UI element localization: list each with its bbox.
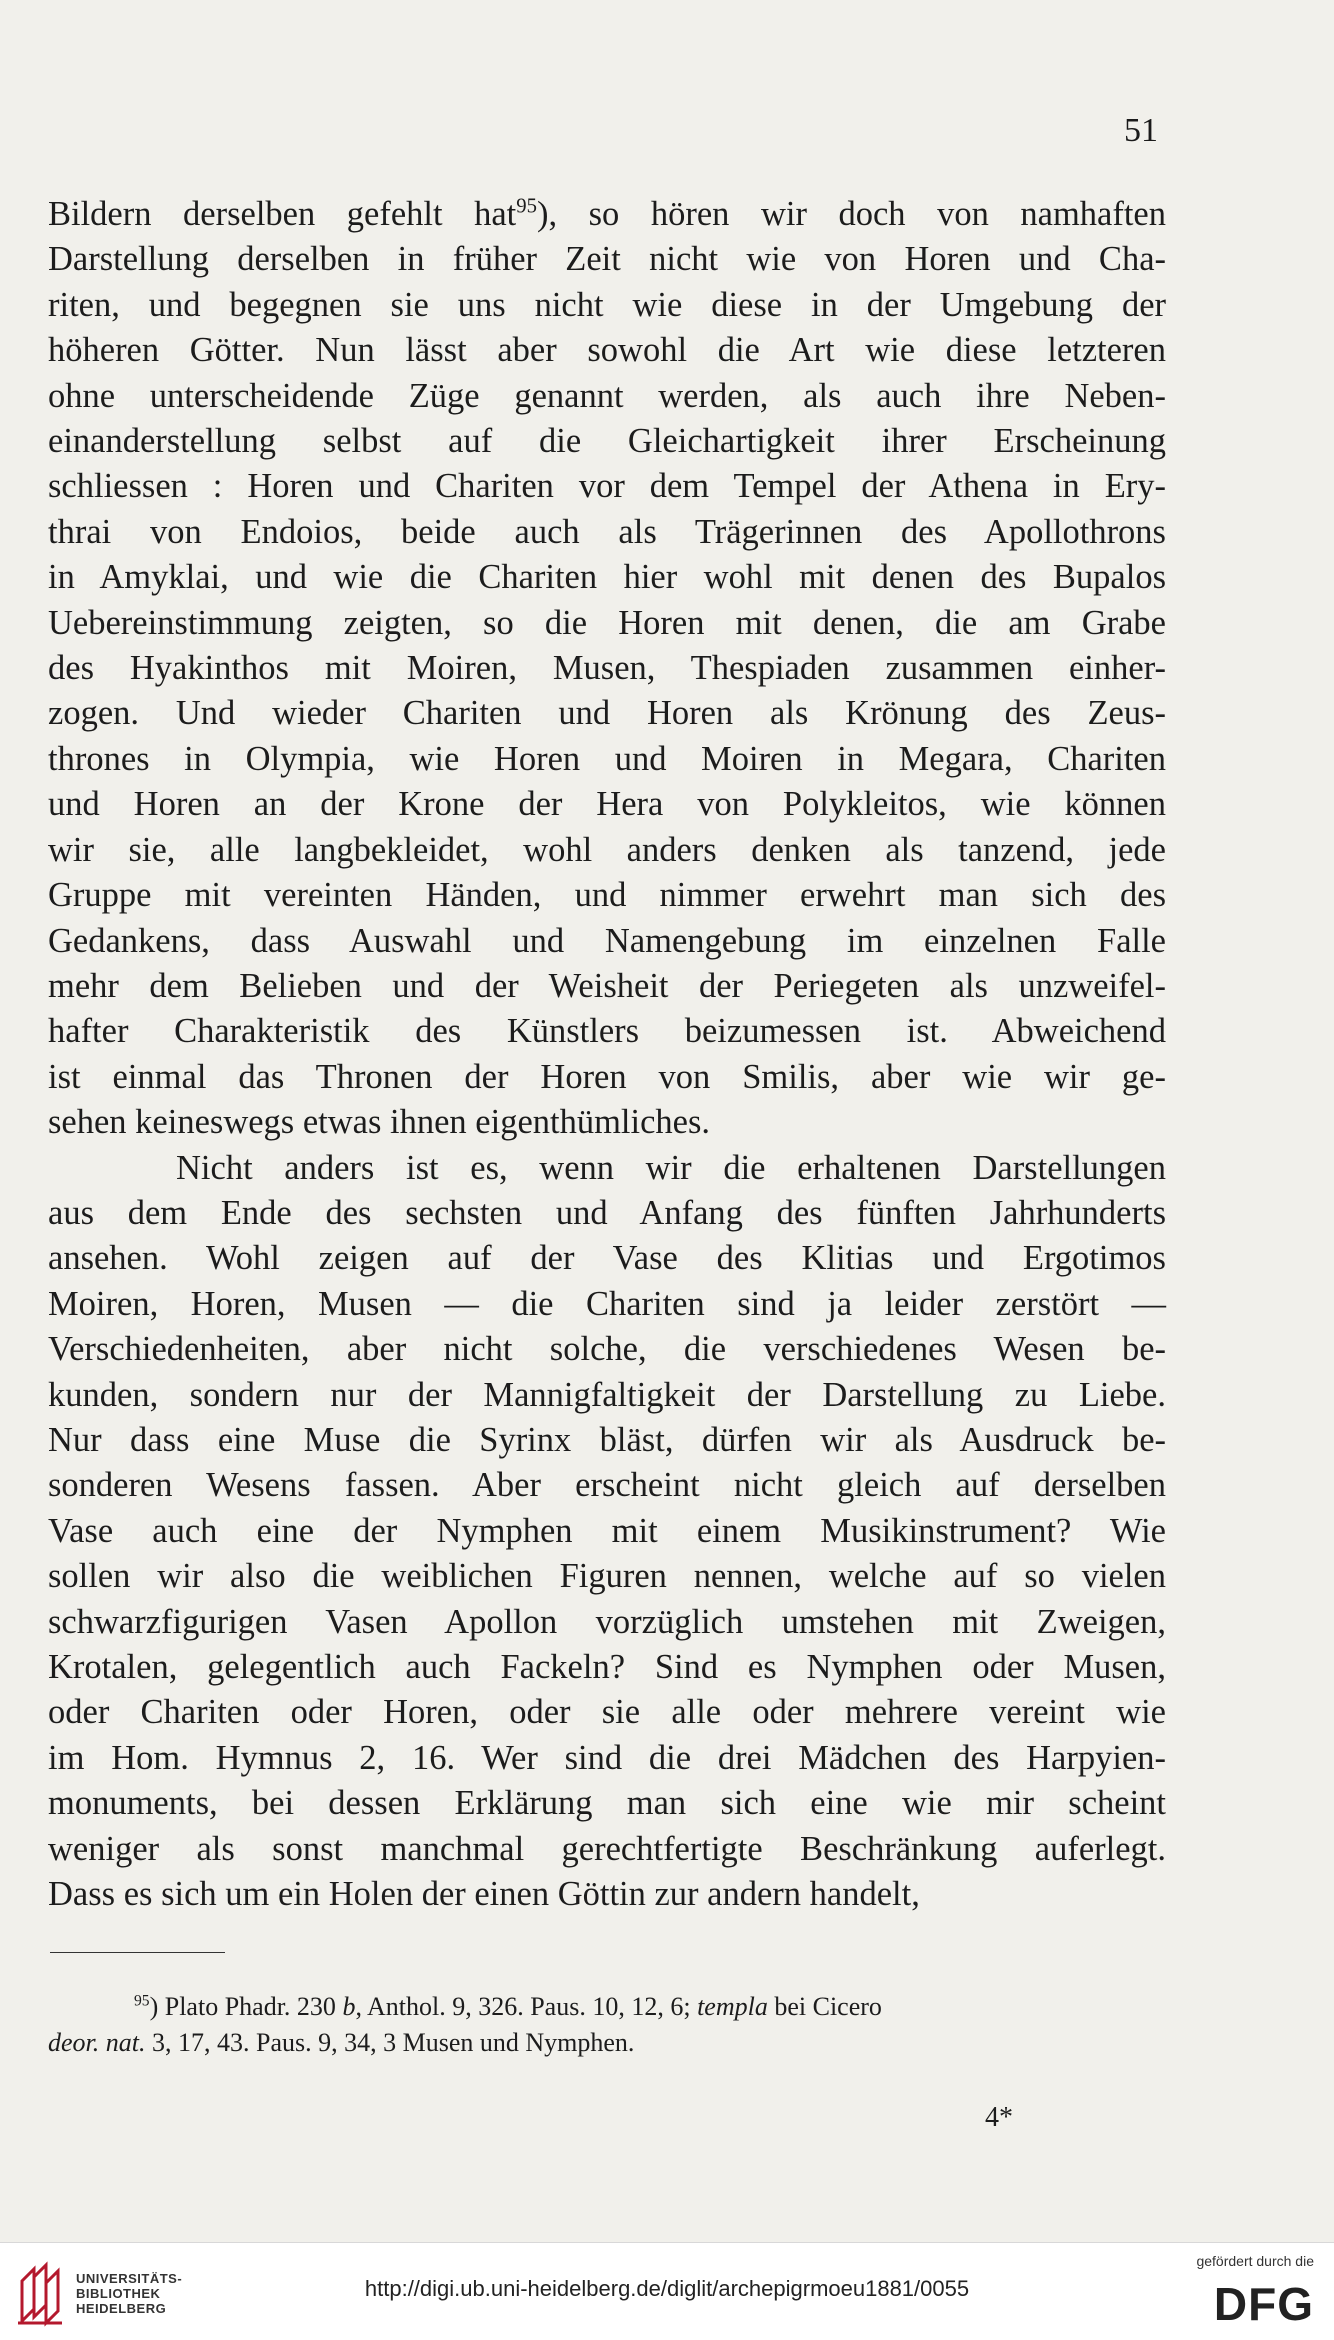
text-line: aus dem Ende des sechsten und Anfang des fünften Jahrhunderts: [48, 1193, 1166, 1232]
text-line: Nicht anders ist es, wenn wir die erhaltenen Darstellungen: [176, 1148, 1166, 1187]
text-line: Gedankens, dass Auswahl und Namengebung im einzelnen Falle: [48, 921, 1166, 960]
text-line: monuments, bei dessen Erklärung man sich eine wie mir scheint: [48, 1784, 1166, 1823]
text-line: wir sie, alle langbekleidet, wohl anders denken als tanzend, jede: [48, 830, 1166, 869]
text-line: sonderen Wesens fassen. Aber erscheint nicht gleich auf derselben: [48, 1466, 1166, 1505]
footnote-95: $^{95}$) Plato Phadr. 230 b, Anthol. 9, 326. Paus. 10, 12, 6; templa bei Cicero deor. nat. 3, 17, 43. Paus. 9, 34, 3 Musen und Nymphen.: [48, 1992, 882, 2057]
text-line: Verschiedenheiten, aber nicht solche, die verschiedenes Wesen be-: [48, 1330, 1166, 1369]
text-line: oder Chariten oder Horen, oder sie alle oder mehrere vereint wie: [48, 1693, 1166, 1732]
text-line: einanderstellung selbst auf die Gleichartigkeit ihrer Erscheinung: [48, 422, 1166, 461]
text-line: hafter Charakteristik des Künstlers beizumessen ist. Abweichend: [48, 1012, 1166, 1051]
text-line: Gruppe mit vereinten Händen, und nimmer erwehrt man sich des: [48, 876, 1166, 915]
page-number: 51: [1124, 112, 1158, 149]
text-line: thrai von Endoios, beide auch als Trägerinnen des Apollothrons: [48, 512, 1166, 551]
text-line: Bildern derselben gefehlt hat$^{95}$), so hören wir doch von namhaften: [48, 195, 1166, 233]
text-line: Nur dass eine Muse die Syrinx bläst, dürfen wir als Ausdruck be-: [48, 1420, 1166, 1459]
paragraph-2: [48, 1146, 1166, 1918]
text-line: sollen wir also die weiblichen Figuren nennen, welche auf so vielen: [48, 1557, 1166, 1596]
permalink-url[interactable]: http://digi.ub.uni-heidelberg.de/diglit/archepigrmoeu1881/0055: [364, 2276, 970, 2301]
text-line: kunden, sondern nur der Mannigfaltigkeit der Darstellung zu Liebe.: [48, 1375, 1166, 1414]
dfg-logo: DFG: [1213, 2278, 1314, 2330]
funding-note: gefördert durch die: [1196, 2253, 1314, 2269]
footer-bar: [0, 2242, 1334, 2340]
text-line: ist einmal das Thronen der Horen von Smilis, aber wie wir ge-: [48, 1057, 1166, 1096]
text-line: in Amyklai, und wie die Chariten hier wohl mit denen des Bupalos: [48, 558, 1166, 597]
text-line: Krotalen, gelegentlich auch Fackeln? Sind es Nymphen oder Musen,: [48, 1648, 1166, 1686]
text-line: Uebereinstimmung zeigten, so die Horen mit denen, die am Grabe: [48, 603, 1166, 642]
text-line: schliessen : Horen und Chariten vor dem Tempel der Athena in Ery-: [48, 467, 1166, 506]
text-line: höheren Götter. Nun lässt aber sowohl die Art wie diese letzteren: [48, 331, 1166, 370]
text-line: riten, und begegnen sie uns nicht wie diese in der Umgebung der: [48, 285, 1166, 324]
text-line: zogen. Und wieder Chariten und Horen als Krönung des Zeus-: [48, 694, 1166, 733]
text-line: weniger als sonst manchmal gerechtfertigte Beschränkung auferlegt.: [48, 1829, 1166, 1868]
text-line: und Horen an der Krone der Hera von Polykleitos, wie können: [48, 785, 1166, 824]
text-line: Vase auch eine der Nymphen mit einem Musikinstrument? Wie: [48, 1511, 1166, 1550]
footnotes: [48, 1989, 1166, 2061]
text-line: Moiren, Horen, Musen — die Chariten sind ja leider zerstört —: [48, 1284, 1166, 1323]
text-line: thrones in Olympia, wie Horen und Moiren in Megara, Chariten: [48, 739, 1166, 778]
text-line: schwarzfigurigen Vasen Apollon vorzüglich umstehen mit Zweigen,: [48, 1602, 1166, 1641]
text-line: des Hyakinthos mit Moiren, Musen, Thespiaden zusammen einher-: [48, 649, 1166, 688]
text-line: sehen keineswegs etwas ihnen eigenthümliches.: [48, 1103, 711, 1142]
text-line: ohne unterscheidende Züge genannt werden, als auch ihre Neben-: [48, 376, 1166, 415]
footnote-ref[interactable]: 95: [516, 195, 537, 218]
footnote-marker: 95: [134, 1992, 150, 2010]
text-line: ansehen. Wohl zeigen auf der Vase des Klitias und Ergotimos: [48, 1239, 1166, 1278]
text-line: Dass es sich um ein Holen der einen Göttin zur andern handelt,: [48, 1875, 920, 1914]
library-name: UNIVERSITÄTS- BIBLIOTHEK HEIDELBERG: [76, 2271, 183, 2316]
paragraph-1: [48, 192, 1166, 1146]
text-line: im Hom. Hymnus 2, 16. Wer sind die drei Mädchen des Harpyien-: [48, 1738, 1166, 1777]
footnote-divider: [50, 1952, 225, 1953]
text-line: mehr dem Belieben und der Weisheit der Periegeten als unzweifel-: [48, 966, 1166, 1005]
sheet-signature: 4*: [985, 2102, 1013, 2133]
body-text: [48, 192, 1166, 1917]
text-line: Darstellung derselben in früher Zeit nicht wie von Horen und Cha-: [48, 240, 1166, 279]
